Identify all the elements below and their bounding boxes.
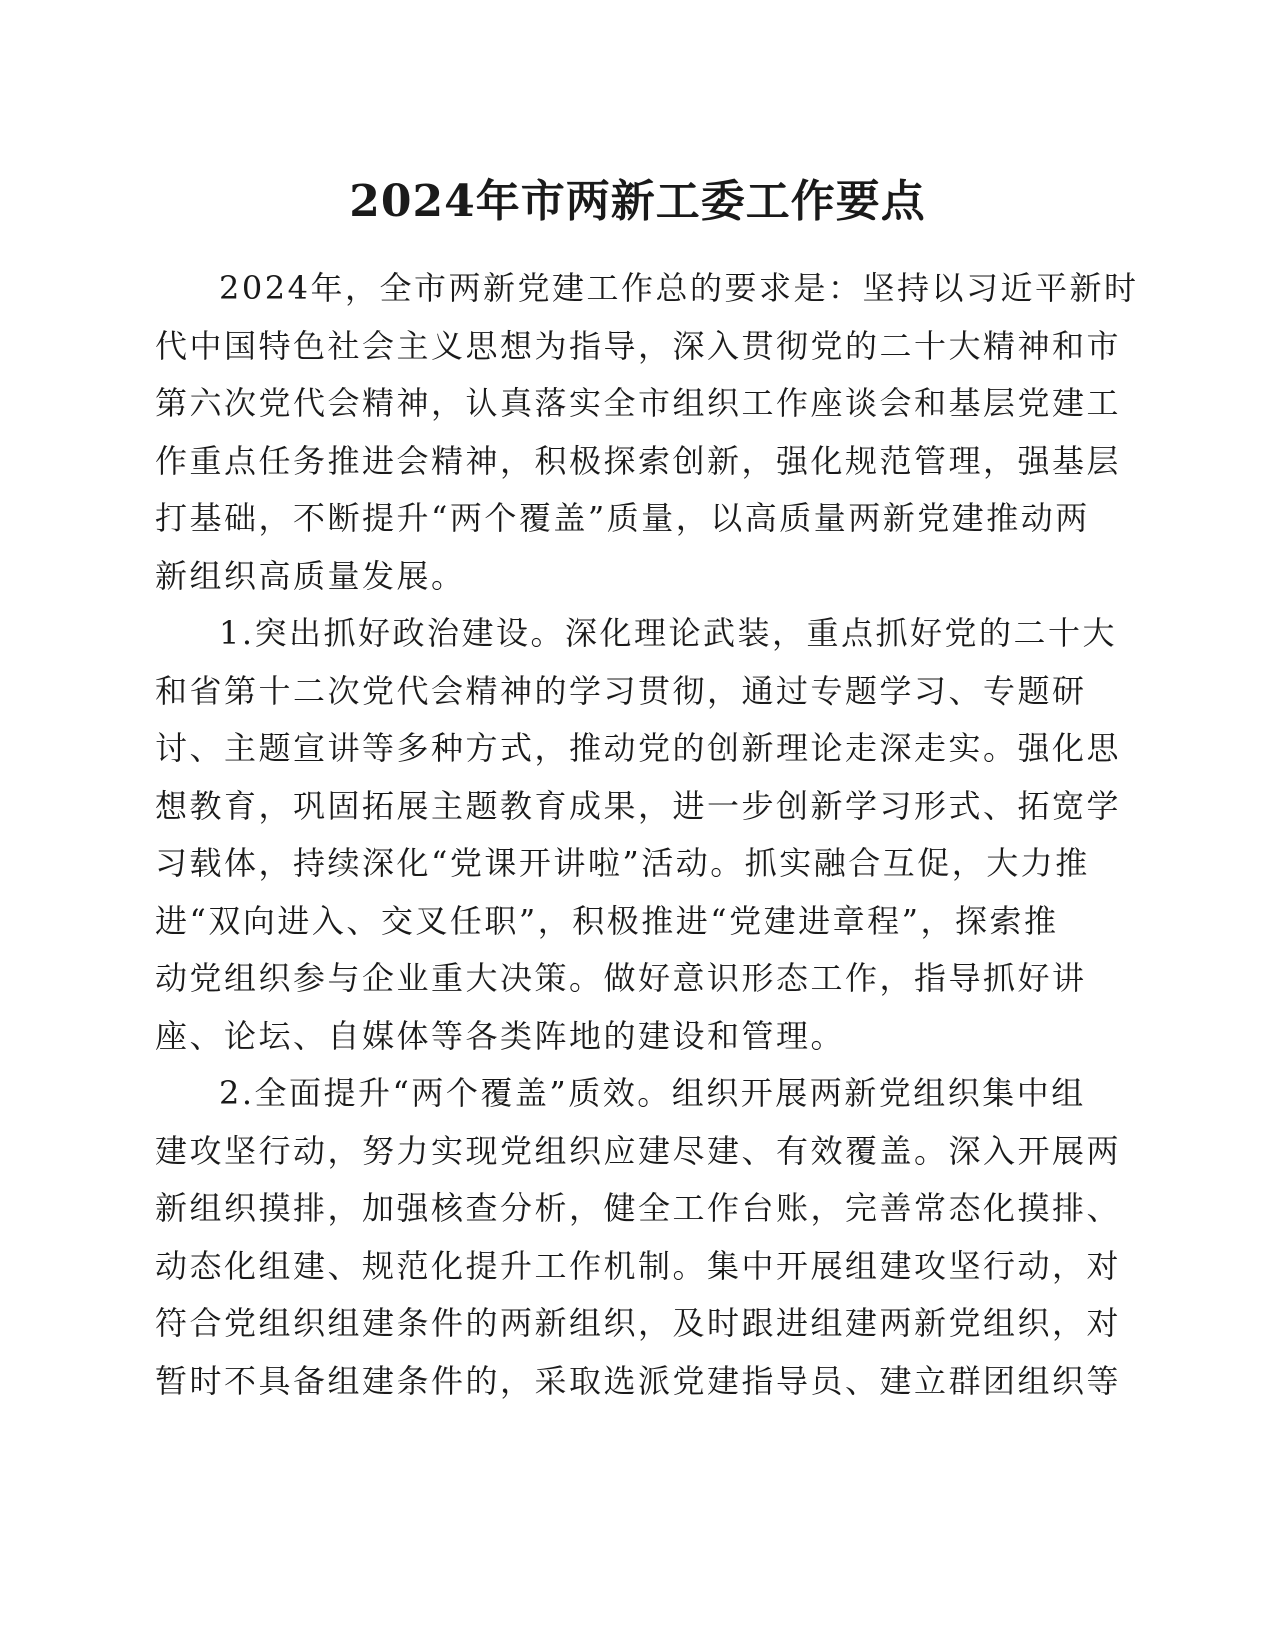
paragraph-line: 符合党组织组建条件的两新组织，及时跟进组建两新党组织，对: [155, 1304, 1122, 1342]
paragraph-line: 第六次党代会精神，认真落实全市组织工作座谈会和基层党建工: [155, 384, 1122, 422]
paragraph-line: 2024年，全市两新党建工作总的要求是：坚持以习近平新时: [219, 269, 1139, 307]
paragraph-line: 建攻坚行动，努力实现党组织应建尽建、有效覆盖。深入开展两: [155, 1131, 1122, 1170]
document-body: [155, 260, 1139, 1410]
paragraph-line: 习载体，持续深化“党课开讲啦”活动。抓实融合互促，大力推: [155, 844, 1090, 882]
paragraph-line: 新组织高质量发展。: [155, 556, 466, 595]
paragraph-line: 动党组织参与企业重大决策。做好意识形态工作，指导抓好讲: [155, 959, 1087, 997]
document-title: 2024年市两新工委工作要点: [349, 176, 926, 227]
paragraph-line: 进“双向进入、交叉任职”，积极推进“党建进章程”，探索推: [155, 901, 1059, 940]
paragraph-line: 打基础，不断提升“两个覆盖”质量，以高质量两新党建推动两: [155, 499, 1090, 537]
paragraph-line: 1.突出抓好政治建设。深化理论武装，重点抓好党的二十大: [219, 614, 1118, 652]
paragraph-line: 暂时不具备组建条件的，采取选派党建指导员、建立群团组织等: [155, 1361, 1122, 1400]
paragraph-line: 代中国特色社会主义思想为指导，深入贯彻党的二十大精神和市: [155, 326, 1122, 365]
paragraph-line: 讨、主题宣讲等多种方式，推动党的创新理论走深走实。强化思: [155, 729, 1122, 767]
paragraph-line: 动态化组建、规范化提升工作机制。集中开展组建攻坚行动，对: [155, 1246, 1122, 1285]
paragraph-line: 和省第十二次党代会精神的学习贯彻，通过专题学习、专题研: [155, 671, 1087, 710]
paragraph-line: 新组织摸排，加强核查分析，健全工作台账，完善常态化摸排、: [155, 1189, 1122, 1227]
paragraph-line: 想教育，巩固拓展主题教育成果，进一步创新学习形式、拓宽学: [155, 786, 1122, 825]
paragraph-line: 作重点任务推进会精神，积极探索创新，强化规范管理，强基层: [155, 441, 1122, 480]
paragraph-line: 座、论坛、自媒体等各类阵地的建设和管理。: [155, 1016, 846, 1055]
paragraph-line: 2.全面提升“两个覆盖”质效。组织开展两新党组织集中组: [219, 1074, 1086, 1112]
